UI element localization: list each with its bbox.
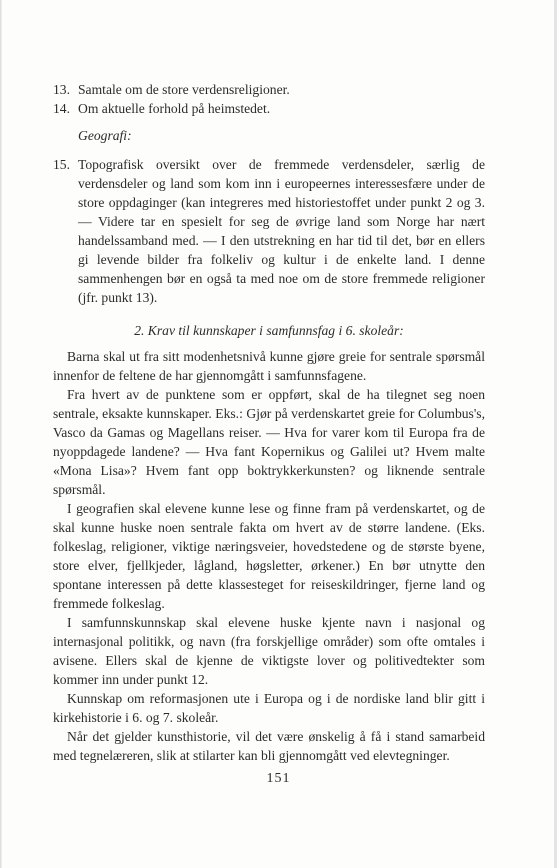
list-item-number: 13. xyxy=(53,82,70,97)
section-body xyxy=(53,347,485,765)
paragraph: Kunnskap om reformasjonen ute i Europa og i de nordiske land blir gitt i kirkehistorie i 6. og 7. skoleår. xyxy=(53,691,485,725)
list-item-number: 14. xyxy=(53,101,70,116)
paragraph: Fra hvert av de punktene som er oppført, skal de ha tilegnet seg noen sentrale, eksakte kunnskaper. Eks.: Gjør på verdenskartet greie for Columbus's, Vasco da Gamas og Magellans reiser. — Hva for varer kom til Europa fra de nyoppdagede landene? — Hva fant Kopernikus og Galilei ut? Hvem malte «Mona Lisa»? Hvem fant opp boktrykkerkunsten? og liknende sentrale spørsmål. xyxy=(53,387,485,497)
page-left-edge xyxy=(0,0,2,868)
paragraph: I samfunnskunnskap skal elevene huske kjente navn i nasjonal og internasjonal politikk, og navn (fra forskjellige områder) som ofte omtales i avisene. Ellers skal de kjenne de viktigste lover og politivedtekter som kommer inn under punkt 12. xyxy=(53,615,485,687)
list-item xyxy=(53,99,485,118)
page-number: 151 xyxy=(266,771,291,786)
list-item xyxy=(53,155,485,307)
paragraph: Barna skal ut fra sitt modenhetsnivå kunne gjøre greie for sentrale spørsmål innenfor de feltene de har gjennomgått i samfunnsfagene. xyxy=(53,349,485,383)
paragraph: I geografien skal elevene kunne lese og finne fram på verdenskartet, og de skal kunne huske noen sentrale fakta om hvert av de større landene. (Eks. folkeslag, religioner, viktige næringsveier, hovedstedene og de største byene, store elver, fjellkjeder, lågland, høgsletter, ørkener.) En bør utnytte den spontane interessen på dette klassesteget for reiseskildringer, fjerne land og fremmede folkeslag. xyxy=(53,501,485,611)
geography-heading: Geografi: xyxy=(78,128,132,143)
top-list xyxy=(53,80,485,118)
list-item-text: Samtale om de store verdensreligioner. xyxy=(78,82,290,97)
paragraph: Når det gjelder kunsthistorie, vil det være ønskelig å få i stand samarbeid med tegnelæreren, slik at stilarter kan bli gjennomgått ved elevtegninger. xyxy=(53,729,485,763)
item-15 xyxy=(53,155,485,307)
list-item-number: 15. xyxy=(53,157,70,172)
list-item xyxy=(53,80,485,99)
list-item-text: Om aktuelle forhold på heimstedet. xyxy=(78,101,271,116)
list-item-text: Topografisk oversikt over de fremmede verdensdeler, særlig de verdensdeler og land som kom inn i europeernes interessesfære under de store oppdaginger (kan integreres med historiestoffet under punkt 2 og 3. — Videre tar en spesielt for seg de øvrige land som Norge har nært handelssamband med. — I den utstrekning en har tid til det, bør en ellers gi levende bilder fra folkeliv og kultur i de enkelte land. I denne sammenhengen bør en også ta med noe om de store fremmede religioner (jfr. punkt 13). xyxy=(78,157,485,305)
section-heading: 2. Krav til kunnskaper i samfunnsfag i 6. skoleår: xyxy=(134,323,404,338)
